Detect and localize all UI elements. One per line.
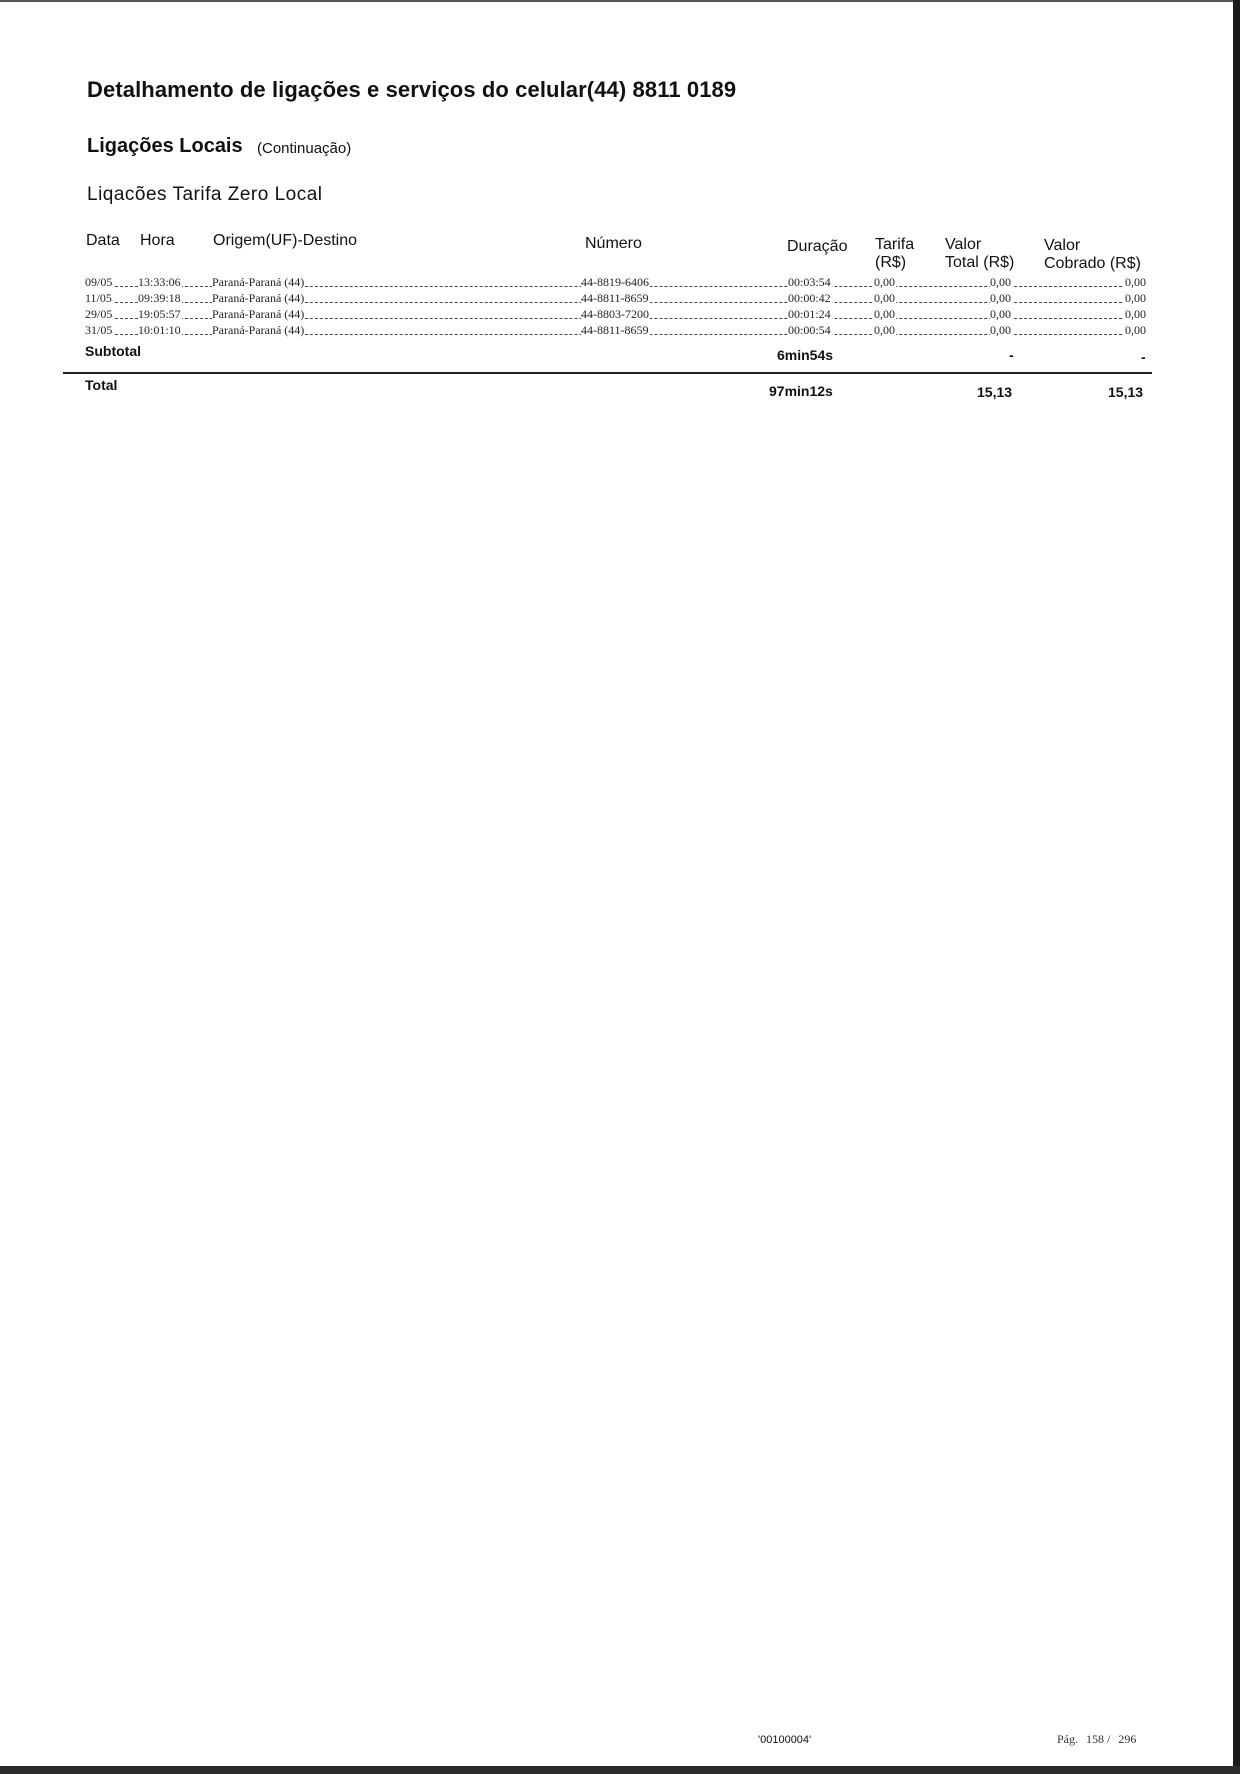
document-title: Detalhamento de ligações e serviços do celular(44) 8811 0189 [87, 77, 737, 102]
subtotal-label: Subtotal [85, 343, 141, 359]
subtotal-duracao: 6min54s [777, 347, 834, 363]
cell-tarifa: 0,00 [874, 275, 895, 289]
cell-origem: Paraná-Paraná (44) [212, 291, 305, 305]
column-header-origem: Origem(UF)-Destino [213, 232, 358, 249]
cell-hora: 09:39:18 [138, 291, 181, 305]
cell-duracao: 00:03:54 [788, 275, 831, 289]
cell-numero: 44-8811-8659 [581, 323, 649, 337]
cell-numero: 44-8811-8659 [581, 291, 649, 305]
total-valor-total: 15,13 [977, 384, 1013, 400]
scan-edge-right [1233, 0, 1240, 1774]
column-header-valor-cobrado-line2: Cobrado (R$) [1044, 255, 1141, 272]
column-header-tarifa [875, 236, 914, 272]
subsection-title: Liqacões Tarifa Zero Local [87, 184, 323, 205]
cell-origem: Paraná-Paraná (44) [212, 323, 305, 337]
cell-valor-total: 0,00 [990, 323, 1011, 337]
cell-valor-total: 0,00 [990, 275, 1011, 289]
subtotal-valor-cobrado: - [1141, 349, 1146, 365]
column-header-numero: Número [585, 235, 642, 252]
total-duracao: 97min12s [769, 383, 833, 399]
cell-tarifa: 0,00 [874, 291, 895, 305]
column-header-valor-cobrado-line1: Valor [1044, 237, 1081, 254]
cell-numero: 44-8819-6406 [581, 275, 649, 289]
table-row [85, 275, 1147, 290]
column-header-duracao: Duração [787, 238, 848, 255]
column-header-valor-cobrado [1044, 237, 1141, 273]
cell-hora: 10:01:10 [138, 323, 181, 337]
cell-hora: 13:33:06 [138, 275, 181, 289]
cell-tarifa: 0,00 [874, 307, 895, 321]
cell-valor-cobrado: 0,00 [1125, 307, 1146, 321]
scan-edge-top [0, 0, 1240, 2]
column-header-tarifa-line2: (R$) [875, 254, 907, 271]
total-divider [63, 372, 1152, 374]
section-title: Ligações Locais [87, 135, 243, 157]
cell-origem: Paraná-Paraná (44) [212, 307, 305, 321]
cell-numero: 44-8803-7200 [581, 307, 649, 321]
cell-duracao: 00:00:54 [788, 323, 831, 337]
column-header-valor-total-line2: Total (R$) [945, 254, 1015, 271]
section-continuation: (Continuação) [257, 140, 352, 157]
footer-page-number [1057, 1732, 1144, 1747]
column-header-hora: Hora [140, 232, 175, 249]
cell-data: 09/05 [85, 275, 113, 289]
cell-valor-total: 0,00 [990, 291, 1011, 305]
cell-valor-cobrado: 0,00 [1125, 323, 1146, 337]
column-header-valor-total-line1: Valor [945, 236, 982, 253]
total-label: Total [85, 377, 118, 393]
cell-valor-cobrado: 0,00 [1125, 275, 1146, 289]
column-header-tarifa-line1: Tarifa [875, 236, 915, 253]
scan-edge-bottom [0, 1766, 1240, 1774]
column-header-data: Data [86, 232, 120, 249]
cell-duracao: 00:00:42 [788, 291, 831, 305]
total-valor-cobrado: 15,13 [1108, 384, 1144, 400]
table-row [85, 291, 1147, 306]
table-row [85, 323, 1147, 338]
cell-valor-total: 0,00 [990, 307, 1011, 321]
footer-page-label: Pág. [1057, 1732, 1078, 1746]
cell-tarifa: 0,00 [874, 323, 895, 337]
cell-data: 29/05 [85, 307, 113, 321]
cell-data: 31/05 [85, 323, 113, 337]
cell-duracao: 00:01:24 [788, 307, 831, 321]
subtotal-valor-total: - [1009, 347, 1014, 363]
cell-data: 11/05 [85, 291, 112, 305]
cell-hora: 19:05:57 [138, 307, 181, 321]
table-row [85, 307, 1147, 322]
footer-page-total: 296 [1118, 1732, 1137, 1746]
cell-valor-cobrado: 0,00 [1125, 291, 1146, 305]
column-header-valor-total [945, 236, 1014, 272]
footer-document-code: '00100004' [758, 1734, 812, 1746]
footer-page-current: 158 / [1086, 1732, 1111, 1746]
cell-origem: Paraná-Paraná (44) [212, 275, 305, 289]
